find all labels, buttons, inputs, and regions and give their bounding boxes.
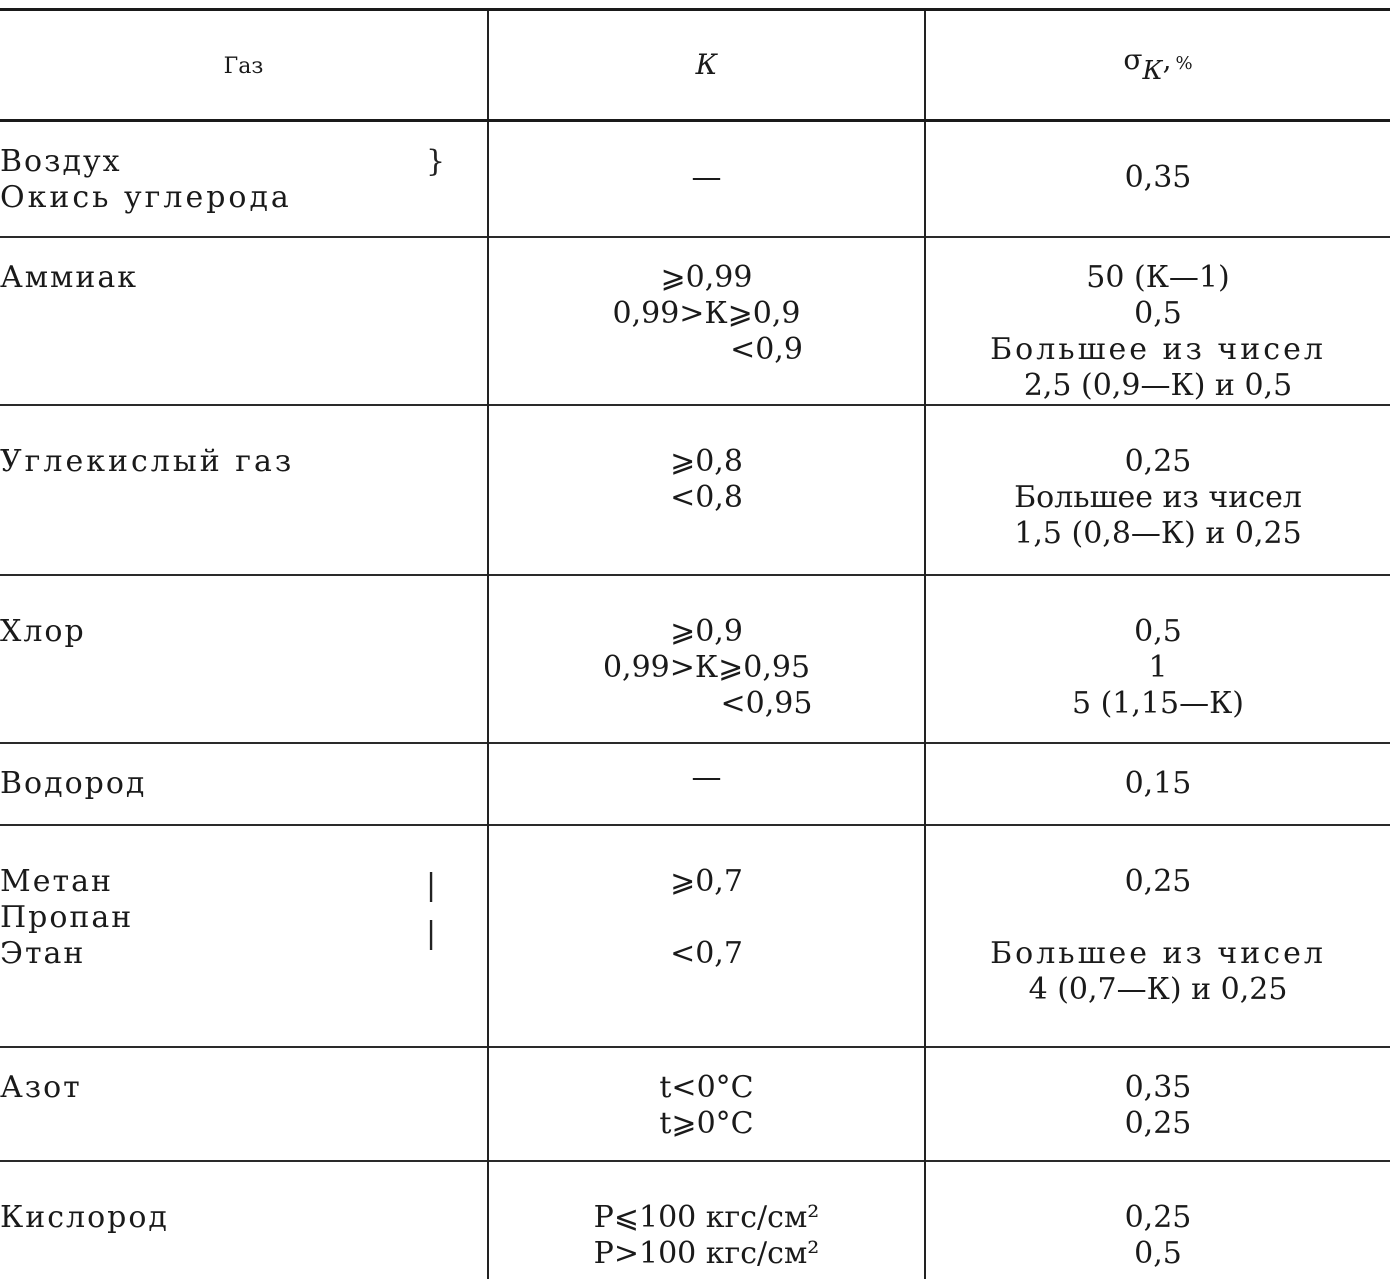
- sigma-cell: [925, 575, 1390, 743]
- gas-name: Метан: [0, 863, 113, 899]
- grouping-brace-bottom: |: [426, 915, 439, 951]
- k-value: ⩾0,99: [660, 259, 753, 295]
- k-value: <0,8: [670, 479, 743, 515]
- k-cell: [488, 1161, 925, 1279]
- k-value: —: [691, 759, 722, 795]
- header-k: К: [488, 10, 925, 121]
- table-header-row: [0, 10, 1390, 121]
- sigma-value: 2,5 (0,9—К) и 0,5: [1023, 367, 1293, 403]
- sigma-value: 0,5: [1134, 1235, 1182, 1271]
- k-value: ⩾0,9: [670, 613, 743, 649]
- table-row: [0, 237, 1390, 405]
- table-row: [0, 575, 1390, 743]
- header-sigma: [925, 10, 1390, 121]
- sigma-value: 0,35: [1124, 1069, 1192, 1105]
- k-cell: [488, 237, 925, 405]
- sigma-value: 0,5: [1134, 613, 1182, 649]
- sigma-cell: [925, 825, 1390, 1047]
- table-row: [0, 405, 1390, 575]
- k-cell: [488, 825, 925, 1047]
- sigma-separator: ,: [1162, 42, 1172, 76]
- sigma-value: 1: [1148, 649, 1168, 685]
- k-value: 0,99>К⩾0,95: [602, 649, 811, 685]
- sigma-subscript: К: [1142, 55, 1163, 86]
- k-value: P>100 кгс/см²: [593, 1235, 820, 1271]
- gas-cell: [0, 237, 488, 405]
- sigma-value: Большее из чисел: [1014, 479, 1302, 515]
- sigma-value: 0,35: [1124, 160, 1192, 195]
- gas-name: Воздух: [0, 144, 122, 179]
- k-cell: [488, 405, 925, 575]
- table-row: [0, 825, 1390, 1047]
- sigma-value: [926, 900, 1390, 936]
- sigma-cell: [925, 121, 1390, 237]
- k-value: ⩾0,8: [670, 443, 743, 479]
- table-row: [0, 1161, 1390, 1279]
- table-row: [0, 121, 1390, 237]
- gas-coefficient-table: [0, 8, 1390, 1279]
- sigma-value: 50 (К—1): [1086, 259, 1230, 295]
- k-cell: [488, 575, 925, 743]
- sigma-cell: [925, 1161, 1390, 1279]
- k-value: 0,99>К⩾0,9: [612, 295, 801, 331]
- k-value: t<0°С: [659, 1069, 754, 1105]
- table-row: [0, 1047, 1390, 1161]
- sigma-value: Большее из чисел: [990, 331, 1326, 367]
- grouping-brace: }: [426, 144, 448, 179]
- gas-name: Водород: [0, 765, 147, 801]
- sigma-value: 1,5 (0,8—К) и 0,25: [1014, 515, 1302, 551]
- gas-cell: [0, 825, 488, 1047]
- gas-cell: [0, 121, 488, 237]
- sigma-value: 0,25: [1124, 1199, 1192, 1235]
- gas-name: Пропан: [0, 899, 134, 935]
- table-row: [0, 743, 1390, 825]
- gas-name: Этан: [0, 935, 86, 971]
- sigma-value: Большее из чисел: [990, 935, 1326, 971]
- sigma-symbol: σ: [1123, 42, 1143, 76]
- k-value: t⩾0°С: [659, 1105, 754, 1141]
- sigma-unit: %: [1175, 52, 1193, 74]
- k-value: <0,9: [730, 331, 803, 367]
- k-value: <0,95: [720, 685, 813, 721]
- sigma-value: 0,25: [1124, 443, 1192, 479]
- gas-name: Окись углерода: [0, 180, 292, 215]
- grouping-brace-top: |: [426, 867, 439, 903]
- gas-name: Аммиак: [0, 259, 139, 295]
- k-value: P⩽100 кгс/см²: [593, 1199, 820, 1235]
- gas-name: Азот: [0, 1069, 82, 1105]
- k-cell: [488, 1047, 925, 1161]
- gas-cell: [0, 743, 488, 825]
- sigma-cell: [925, 1047, 1390, 1161]
- gas-name: Хлор: [0, 613, 86, 649]
- sigma-value: 0,25: [1124, 1105, 1192, 1141]
- gas-name: Кислород: [0, 1199, 169, 1235]
- header-gas: Газ: [223, 53, 264, 79]
- k-cell: [488, 743, 925, 825]
- k-value: [489, 900, 924, 936]
- sigma-value: 0,15: [1124, 765, 1192, 801]
- k-value: <0,7: [670, 935, 743, 971]
- sigma-cell: [925, 405, 1390, 575]
- k-cell: [488, 121, 925, 237]
- k-value: ⩾0,7: [670, 863, 743, 899]
- gas-cell: [0, 1047, 488, 1161]
- sigma-cell: [925, 743, 1390, 825]
- sigma-cell: [925, 237, 1390, 405]
- gas-cell: [0, 575, 488, 743]
- sigma-value: 5 (1,15—К): [1071, 685, 1245, 721]
- gas-name: Углекислый газ: [0, 443, 295, 479]
- gas-cell: [0, 405, 488, 575]
- sigma-value: 4 (0,7—К) и 0,25: [1028, 971, 1288, 1007]
- sigma-value: 0,5: [1134, 295, 1182, 331]
- gas-cell: [0, 1161, 488, 1279]
- sigma-value: 0,25: [1124, 863, 1192, 899]
- k-value: —: [691, 160, 722, 195]
